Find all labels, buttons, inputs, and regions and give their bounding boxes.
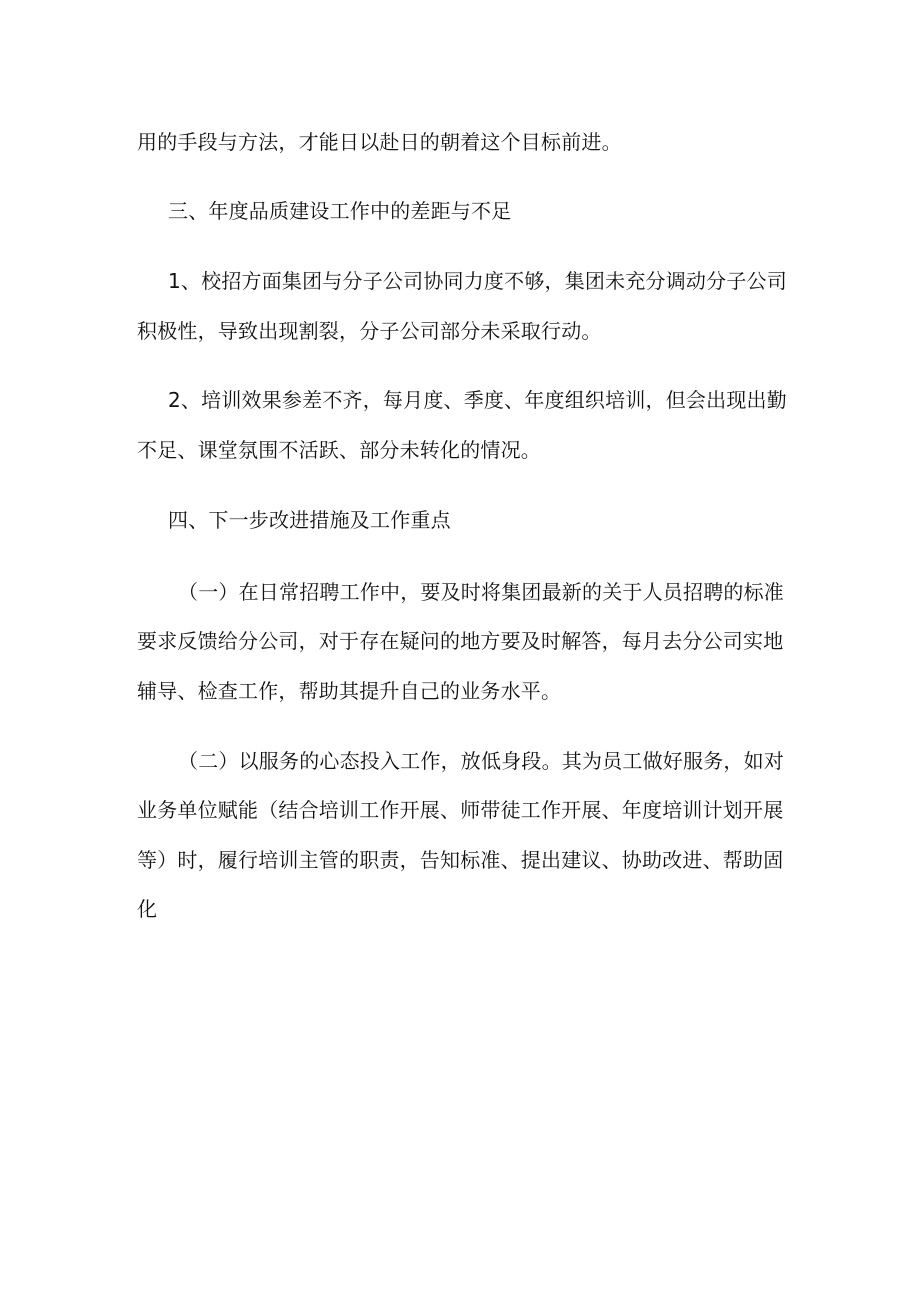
paragraph-line: 等）时，履行培训主管的职责，告知标准、提出建议、协助改进、帮助固 [137, 848, 784, 872]
paragraph-line: 用的手段与方法，才能日以赴日的朝着这个目标前进。 [137, 130, 622, 154]
paragraph-line: 不足、课堂氛围不活跃、部分未转化的情况。 [137, 438, 541, 462]
section-heading-3: 三、年度品质建设工作中的差距与不足 [168, 199, 512, 223]
paragraph-line: （一）在日常招聘工作中，要及时将集团最新的关于人员招聘的标准 [178, 580, 784, 604]
paragraph-line: 辅导、检查工作，帮助其提升自己的业务水平。 [137, 679, 562, 703]
paragraph-line: 1、校招方面集团与分子公司协同力度不够，集团未充分调动分子公司 [168, 269, 787, 293]
paragraph-line: 2、培训效果参差不齐，每月度、季度、年度组织培训，但会出现出勤 [168, 388, 787, 412]
section-heading-4: 四、下一步改进措施及工作重点 [168, 508, 451, 532]
paragraph-line: （二）以服务的心态投入工作，放低身段。其为员工做好服务，如对 [178, 749, 784, 773]
paragraph-line: 业务单位赋能（结合培训工作开展、师带徒工作开展、年度培训计划开展 [137, 798, 784, 822]
paragraph-line: 积极性，导致出现割裂，分子公司部分未采取行动。 [137, 319, 602, 343]
paragraph-line: 化 [137, 897, 158, 921]
paragraph-line: 要求反馈给分公司，对于存在疑问的地方要及时解答，每月去分公司实地 [137, 629, 784, 653]
